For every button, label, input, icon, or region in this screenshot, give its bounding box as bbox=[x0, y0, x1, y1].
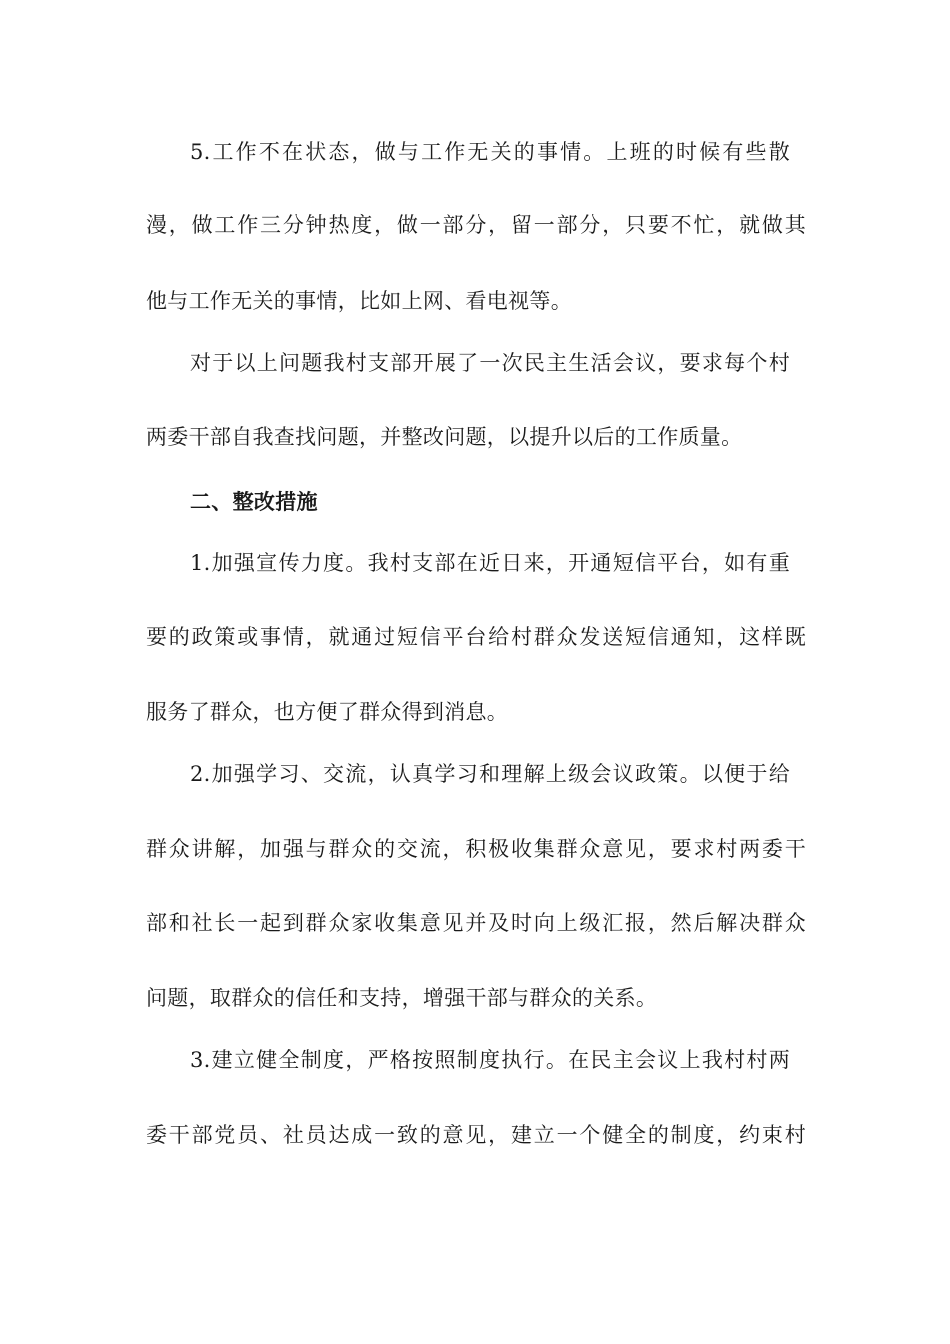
paragraph-line: 1.加强宣传力度。我村支部在近日来，开通短信平台，如有重 bbox=[190, 551, 790, 575]
paragraph-line: 对于以上问题我村支部开展了一次民主生活会议，要求每个村 bbox=[190, 351, 790, 375]
paragraph-line: 两委干部自我查找问题，并整改问题，以提升以后的工作质量。 bbox=[146, 425, 743, 449]
paragraph-line: 5.工作不在状态，做与工作无关的事情。上班的时候有些散 bbox=[190, 140, 790, 164]
paragraph-line: 2.加强学习、交流，认真学习和理解上级会议政策。以便于给 bbox=[190, 762, 790, 786]
paragraph-line: 3.建立健全制度，严格按照制度执行。在民主会议上我村村两 bbox=[190, 1048, 790, 1072]
paragraph-line: 部和社长一起到群众家收集意见并及时向上级汇报，然后解决群众 bbox=[146, 911, 806, 935]
paragraph-line: 要的政策或事情，就通过短信平台给村群众发送短信通知，这样既 bbox=[146, 625, 806, 649]
paragraph-line: 漫，做工作三分钟热度，做一部分，留一部分，只要不忙，就做其 bbox=[146, 213, 806, 237]
paragraph-line: 服务了群众，也方便了群众得到消息。 bbox=[146, 700, 509, 724]
paragraph-line: 委干部党员、社员达成一致的意见，建立一个健全的制度，约束村 bbox=[146, 1123, 806, 1147]
section-heading: 二、整改措施 bbox=[190, 490, 318, 514]
paragraph-line: 群众讲解，加强与群众的交流，积极收集群众意见，要求村两委干 bbox=[146, 837, 806, 861]
paragraph-line: 问题，取群众的信任和支持，增强干部与群众的关系。 bbox=[146, 986, 658, 1010]
paragraph-line: 他与工作无关的事情，比如上网、看电视等。 bbox=[146, 289, 572, 313]
